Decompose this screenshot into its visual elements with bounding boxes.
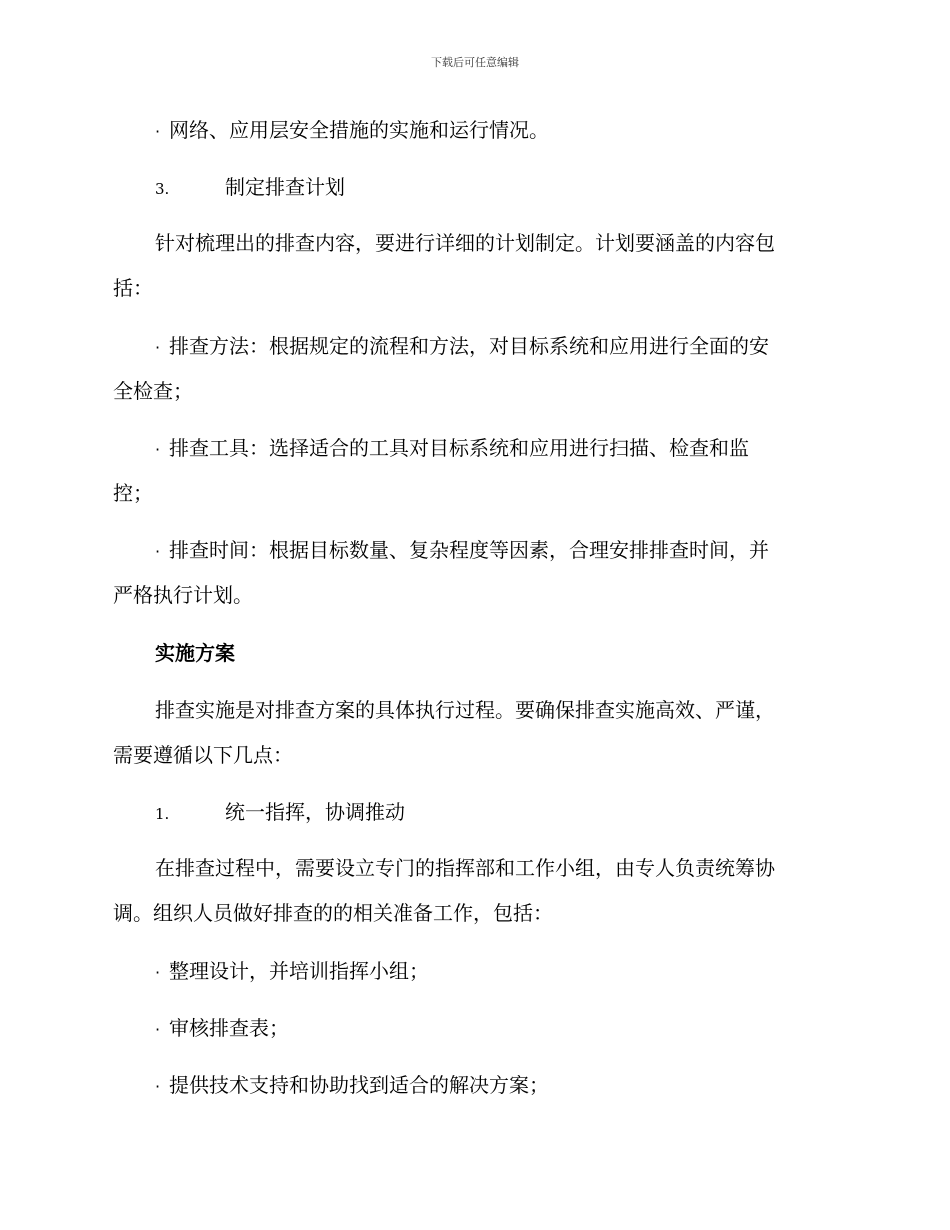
item-text: 统一指挥，协调推动	[225, 800, 405, 824]
page-header: 下载后可任意编辑	[431, 56, 519, 69]
item-number: 1.	[155, 805, 170, 823]
paragraph-text: 在排查过程中，需要设立专门的指挥部和工作小组，由专人负责统筹协	[155, 856, 775, 880]
bullet-mark: ·	[155, 338, 161, 357]
bullet-mark: ·	[155, 542, 161, 561]
paragraph-line	[113, 221, 833, 266]
list-item-text: 整理设计，并培训指挥小组；	[169, 959, 429, 983]
numbered-item	[155, 172, 345, 204]
list-item-text: 排查时间：根据目标数量、复杂程度等因素，合理安排排查时间，并	[169, 538, 769, 562]
bullet-mark: ·	[155, 1020, 161, 1039]
list-item-text: 审核排查表；	[169, 1016, 289, 1040]
list-item	[113, 1063, 833, 1109]
list-item	[113, 949, 833, 995]
paragraph-text: 控；	[113, 481, 153, 505]
list-item-text: 排查方法：根据规定的流程和方法，对目标系统和应用进行全面的安	[169, 334, 769, 358]
list-item-text: 网络、应用层安全措施的实施和运行情况。	[169, 118, 549, 142]
paragraph-line	[113, 846, 833, 891]
paragraph-text: 括：	[113, 276, 153, 300]
paragraph-text: 针对梳理出的排查内容，要进行详细的计划制定。计划要涵盖的内容包	[155, 231, 775, 255]
bullet-mark: ·	[155, 122, 161, 141]
list-item	[113, 528, 833, 574]
item-text: 制定排查计划	[225, 175, 345, 199]
paragraph-line	[113, 369, 833, 414]
paragraph-line	[113, 688, 833, 733]
paragraph-line	[113, 266, 833, 311]
list-item-text: 提供技术支持和协助找到适合的解决方案；	[169, 1073, 549, 1097]
bullet-mark: ·	[155, 1077, 161, 1096]
paragraph-text: 严格执行计划。	[113, 583, 253, 607]
paragraph-line	[113, 891, 833, 936]
list-item	[113, 108, 833, 154]
numbered-item	[155, 797, 405, 829]
bullet-mark: ·	[155, 440, 161, 459]
paragraph-text: 需要遵循以下几点：	[113, 743, 293, 767]
paragraph-text: 调。组织人员做好排查的的相关准备工作，包括：	[113, 901, 553, 925]
paragraph-line	[113, 471, 833, 516]
paragraph-text: 排查实施是对排查方案的具体执行过程。要确保排查实施高效、严谨，	[155, 698, 775, 722]
section-heading: 实施方案	[155, 641, 235, 665]
item-number: 3.	[155, 180, 170, 198]
list-item	[113, 1006, 833, 1052]
paragraph-line	[113, 573, 833, 618]
paragraph-text: 全检查；	[113, 379, 193, 403]
list-item	[113, 426, 833, 472]
list-item	[113, 324, 833, 370]
list-item-text: 排查工具：选择适合的工具对目标系统和应用进行扫描、检查和监	[169, 436, 749, 460]
bullet-mark: ·	[155, 963, 161, 982]
paragraph-line	[113, 733, 833, 778]
